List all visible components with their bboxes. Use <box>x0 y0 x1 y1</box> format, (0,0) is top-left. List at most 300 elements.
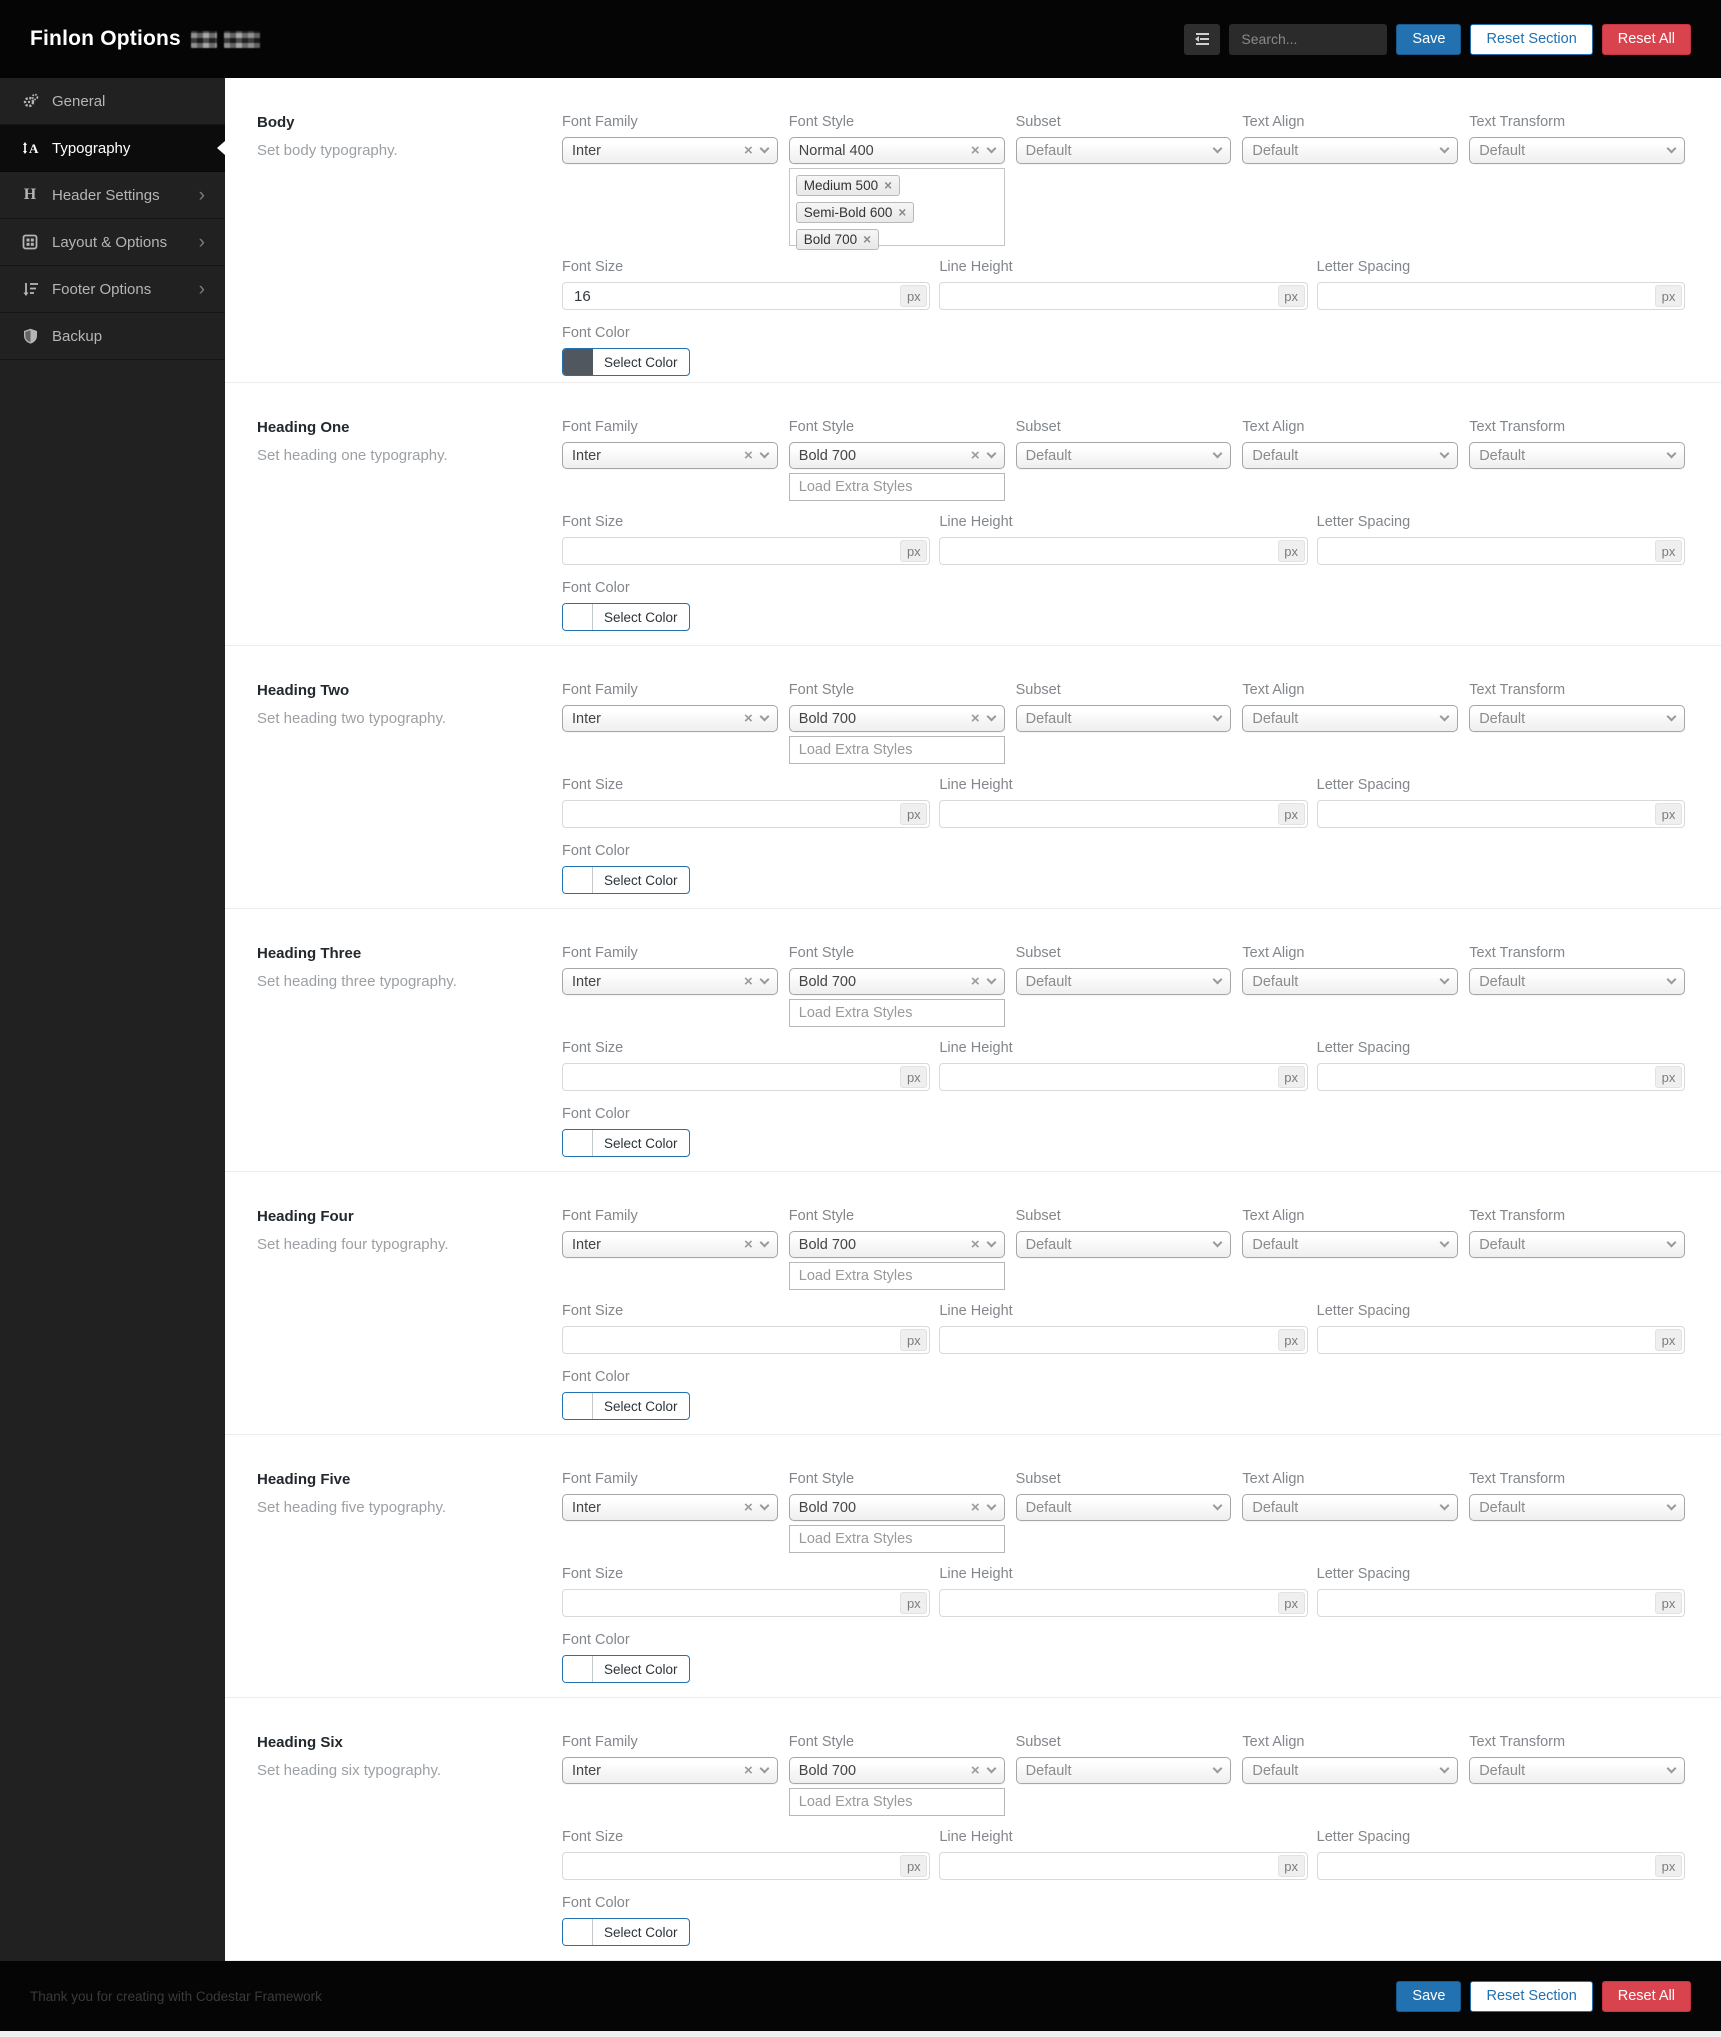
clear-selection-icon[interactable]: × <box>970 973 980 990</box>
color-picker-button[interactable] <box>562 348 690 376</box>
color-swatch[interactable] <box>563 1130 593 1156</box>
line-height-input[interactable] <box>939 537 1307 565</box>
collapse-panel-button[interactable] <box>1184 24 1220 55</box>
sidebar-item-layout-options[interactable] <box>0 219 225 266</box>
font-family-select[interactable] <box>562 1757 778 1784</box>
text-align-label: Text Align <box>1242 114 1305 130</box>
chevron-down-icon <box>1667 1238 1677 1248</box>
clear-selection-icon[interactable]: × <box>970 142 980 159</box>
text-transform-select-value: Default <box>1479 1762 1526 1779</box>
typography-section <box>225 1698 1721 1961</box>
font-family-field <box>562 945 778 995</box>
px-unit-label: px <box>900 1855 927 1877</box>
text-transform-select[interactable] <box>1469 1757 1685 1784</box>
letter-spacing-label: Letter Spacing <box>1316 514 1411 530</box>
select-color-label: Select Color <box>604 1135 678 1151</box>
font-style-select-value: Bold 700 <box>798 1499 857 1516</box>
font-family-select-value: Inter <box>572 142 602 159</box>
text-align-label: Text Align <box>1242 682 1305 698</box>
chevron-down-icon <box>759 712 769 722</box>
text-align-label: Text Align <box>1242 945 1305 961</box>
section-fields <box>562 1471 1685 1697</box>
font-color-field <box>562 1632 1685 1687</box>
chevron-down-icon <box>1440 712 1450 722</box>
page-title: Finlon Options <box>30 27 181 50</box>
text-transform-select[interactable] <box>1469 705 1685 732</box>
text-transform-field <box>1469 682 1685 732</box>
text-transform-select[interactable] <box>1469 1494 1685 1521</box>
sidebar-item-label: Layout & Options <box>52 233 168 251</box>
section-fields <box>562 945 1685 1171</box>
select-color-label: Select Color <box>604 609 678 625</box>
letter-spacing-label: Letter Spacing <box>1316 259 1411 275</box>
sidebar-item-general[interactable] <box>0 78 225 125</box>
text-align-select[interactable] <box>1242 442 1458 469</box>
section-title: Heading Three <box>257 945 362 962</box>
text-transform-label: Text Transform <box>1469 114 1566 130</box>
reset-section-button-footer[interactable]: Reset Section <box>1470 1981 1592 2012</box>
subset-select[interactable] <box>1016 442 1232 469</box>
chevron-down-icon <box>759 1238 769 1248</box>
remove-style-icon[interactable]: × <box>863 232 871 247</box>
chevron-down-icon <box>1667 144 1677 154</box>
clear-selection-icon[interactable]: × <box>744 1499 753 1516</box>
chevron-down-icon <box>986 1238 996 1248</box>
typography-section <box>225 1435 1721 1698</box>
font-family-select[interactable] <box>562 968 778 995</box>
font-style-select[interactable] <box>789 705 1005 732</box>
font-size-input[interactable] <box>562 282 930 310</box>
font-family-label: Font Family <box>562 1734 638 1750</box>
color-picker-button[interactable] <box>562 1655 690 1683</box>
font-family-field <box>562 1734 778 1784</box>
line-height-label: Line Height <box>939 1303 1013 1319</box>
text-transform-label: Text Transform <box>1469 1208 1566 1224</box>
px-unit-label: px <box>1655 540 1682 562</box>
font-size-label: Font Size <box>562 1303 624 1319</box>
header-h-icon: H <box>23 186 37 203</box>
line-height-input[interactable] <box>939 1326 1307 1354</box>
typography-section <box>225 1172 1721 1435</box>
section-heading <box>257 1471 562 1697</box>
typography-icon <box>20 140 40 156</box>
font-style-select[interactable] <box>789 968 1005 995</box>
section-fields <box>562 419 1685 645</box>
px-unit-label: px <box>1655 1329 1682 1351</box>
gears-icon <box>20 93 40 110</box>
sidebar-item-label: General <box>52 92 106 110</box>
subset-select-value: Default <box>1025 1499 1072 1516</box>
font-color-label: Font Color <box>562 1632 630 1648</box>
subset-field <box>1016 114 1232 164</box>
sidebar-item-header-settings[interactable] <box>0 172 225 219</box>
font-family-field <box>562 114 778 164</box>
chevron-right-icon: › <box>198 278 205 300</box>
letter-spacing-label: Letter Spacing <box>1316 1566 1411 1582</box>
subset-select[interactable] <box>1016 1231 1232 1258</box>
font-style-field <box>789 114 1005 164</box>
font-style-select-value: Normal 400 <box>798 142 874 159</box>
font-color-label: Font Color <box>562 843 630 859</box>
color-picker-button[interactable] <box>562 1129 690 1157</box>
font-size-input[interactable] <box>562 800 930 828</box>
color-picker-button[interactable] <box>562 603 690 631</box>
reset-all-button-footer[interactable]: Reset All <box>1602 1981 1691 2012</box>
clear-selection-icon[interactable]: × <box>744 1762 753 1779</box>
font-style-select[interactable] <box>789 1494 1005 1521</box>
subset-select[interactable] <box>1016 1494 1232 1521</box>
font-style-field <box>789 945 1005 995</box>
chevron-down-icon <box>1667 1501 1677 1511</box>
load-extra-styles-box[interactable]: Load Extra Styles <box>789 736 1005 764</box>
font-size-field <box>562 1303 930 1354</box>
px-unit-label: px <box>1655 803 1682 825</box>
color-picker-button[interactable] <box>562 1918 690 1946</box>
chevron-down-icon <box>759 1501 769 1511</box>
subset-field <box>1016 945 1232 995</box>
font-family-field <box>562 419 778 469</box>
footer-actions <box>1396 1981 1691 2012</box>
text-align-select-value: Default <box>1252 710 1299 727</box>
letter-spacing-field <box>1317 1040 1685 1091</box>
font-size-input[interactable] <box>562 1063 930 1091</box>
sidebar-item-label: Backup <box>52 327 103 345</box>
font-size-field <box>562 1829 930 1880</box>
text-transform-label: Text Transform <box>1469 419 1566 435</box>
save-button-footer[interactable]: Save <box>1396 1981 1461 2012</box>
font-color-label: Font Color <box>562 1895 630 1911</box>
font-style-label: Font Style <box>788 114 855 130</box>
text-transform-select-value: Default <box>1479 142 1526 159</box>
px-unit-label: px <box>1278 1066 1305 1088</box>
font-style-select[interactable] <box>789 137 1005 164</box>
chevron-down-icon <box>986 144 996 154</box>
font-size-input[interactable] <box>562 1589 930 1617</box>
font-family-select[interactable] <box>562 442 778 469</box>
font-size-label: Font Size <box>562 1829 624 1845</box>
clear-selection-icon[interactable]: × <box>744 447 753 464</box>
section-description: Set body typography. <box>257 142 398 159</box>
letter-spacing-label: Letter Spacing <box>1316 1303 1411 1319</box>
color-picker-button[interactable] <box>562 866 690 894</box>
letter-spacing-field <box>1317 259 1685 310</box>
text-transform-select-value: Default <box>1479 710 1526 727</box>
section-description: Set heading five typography. <box>257 1499 447 1516</box>
color-swatch[interactable] <box>563 604 593 630</box>
chevron-down-icon <box>1213 144 1223 154</box>
subset-select[interactable] <box>1016 1757 1232 1784</box>
text-align-field <box>1242 1471 1458 1521</box>
chevron-down-icon <box>986 975 996 985</box>
font-style-select[interactable] <box>789 1757 1005 1784</box>
font-style-label: Font Style <box>788 1208 855 1224</box>
letter-spacing-input[interactable] <box>1317 800 1685 828</box>
font-style-select[interactable] <box>789 1231 1005 1258</box>
topbar-actions <box>1184 24 1691 55</box>
load-extra-styles-box[interactable]: Load Extra Styles <box>789 1262 1005 1290</box>
font-color-label: Font Color <box>562 580 630 596</box>
letter-spacing-input[interactable] <box>1317 537 1685 565</box>
letter-spacing-input[interactable] <box>1317 282 1685 310</box>
text-align-field <box>1242 682 1458 732</box>
clear-selection-icon[interactable]: × <box>970 710 980 727</box>
topbar <box>0 0 1721 78</box>
section-fields <box>562 114 1685 382</box>
select-color-label: Select Color <box>604 354 678 370</box>
text-align-select-value: Default <box>1252 1236 1299 1253</box>
clear-selection-icon[interactable]: × <box>744 1236 753 1253</box>
font-family-select-value: Inter <box>572 710 602 727</box>
text-align-select-value: Default <box>1252 973 1299 990</box>
section-heading <box>257 1208 562 1434</box>
text-align-field <box>1242 114 1458 164</box>
subset-label: Subset <box>1015 114 1061 130</box>
clear-selection-icon[interactable]: × <box>970 1236 980 1253</box>
line-height-input[interactable] <box>939 1589 1307 1617</box>
text-transform-label: Text Transform <box>1469 1734 1566 1750</box>
line-height-input[interactable] <box>939 1063 1307 1091</box>
search-input[interactable] <box>1229 24 1387 55</box>
clear-selection-icon[interactable]: × <box>970 447 980 464</box>
sidebar-item-typography[interactable] <box>0 125 225 172</box>
font-size-input[interactable] <box>562 1326 930 1354</box>
chevron-down-icon <box>1440 975 1450 985</box>
px-unit-label: px <box>1278 285 1305 307</box>
subset-label: Subset <box>1015 1471 1061 1487</box>
line-height-input[interactable] <box>939 1852 1307 1880</box>
section-title: Body <box>257 114 295 131</box>
sidebar-item-footer-options[interactable] <box>0 266 225 313</box>
text-transform-select[interactable] <box>1469 968 1685 995</box>
reset-all-button[interactable]: Reset All <box>1602 24 1691 55</box>
load-extra-styles-box[interactable]: Load Extra Styles <box>789 1525 1005 1553</box>
px-unit-label: px <box>900 1066 927 1088</box>
select-color-label: Select Color <box>604 1661 678 1677</box>
text-transform-field <box>1469 945 1685 995</box>
font-color-field <box>562 1895 1685 1950</box>
font-family-field <box>562 1208 778 1258</box>
color-picker-button[interactable] <box>562 1392 690 1420</box>
px-unit-label: px <box>900 1329 927 1351</box>
section-description: Set heading four typography. <box>257 1236 449 1253</box>
text-transform-select[interactable] <box>1469 1231 1685 1258</box>
font-family-select[interactable] <box>562 1494 778 1521</box>
text-align-select-value: Default <box>1252 1499 1299 1516</box>
chevron-down-icon <box>986 449 996 459</box>
subset-label: Subset <box>1015 1734 1061 1750</box>
text-align-field <box>1242 945 1458 995</box>
font-style-field <box>789 1471 1005 1521</box>
chevron-right-icon: › <box>198 184 205 206</box>
font-family-label: Font Family <box>562 1471 638 1487</box>
text-align-select[interactable] <box>1242 1757 1458 1784</box>
section-description: Set heading six typography. <box>257 1762 442 1779</box>
font-color-label: Font Color <box>562 1369 630 1385</box>
section-heading <box>257 419 562 645</box>
font-style-select-value: Bold 700 <box>798 1762 857 1779</box>
px-unit-label: px <box>1655 285 1682 307</box>
color-swatch[interactable] <box>563 349 593 375</box>
typography-panel <box>225 78 1721 1961</box>
chevron-down-icon <box>1440 449 1450 459</box>
layout-grid-icon <box>20 234 40 250</box>
sidebar-item-backup[interactable] <box>0 313 225 360</box>
clear-selection-icon[interactable]: × <box>970 1499 980 1516</box>
subset-field <box>1016 419 1232 469</box>
font-style-select-value: Bold 700 <box>798 973 857 990</box>
line-height-label: Line Height <box>939 514 1013 530</box>
clear-selection-icon[interactable]: × <box>744 973 753 990</box>
px-unit-label: px <box>1278 1855 1305 1877</box>
text-align-field <box>1242 1734 1458 1784</box>
subset-select[interactable] <box>1016 968 1232 995</box>
clear-selection-icon[interactable]: × <box>970 1762 980 1779</box>
px-unit-label: px <box>900 540 927 562</box>
letter-spacing-input[interactable] <box>1317 1589 1685 1617</box>
typography-section <box>225 78 1721 383</box>
save-button[interactable]: Save <box>1396 24 1461 55</box>
load-extra-styles-box[interactable]: Load Extra Styles <box>789 473 1005 501</box>
font-style-label: Font Style <box>788 1471 855 1487</box>
section-fields <box>562 1734 1685 1960</box>
font-size-field <box>562 1040 930 1091</box>
letter-spacing-input[interactable] <box>1317 1852 1685 1880</box>
text-align-select[interactable] <box>1242 1494 1458 1521</box>
typography-section <box>225 646 1721 909</box>
font-style-field <box>789 682 1005 732</box>
remove-style-icon[interactable]: × <box>884 178 892 193</box>
font-size-label: Font Size <box>562 1566 624 1582</box>
text-align-select[interactable] <box>1242 705 1458 732</box>
text-transform-select-value: Default <box>1479 447 1526 464</box>
line-height-label: Line Height <box>939 777 1013 793</box>
text-align-label: Text Align <box>1242 419 1305 435</box>
clear-selection-icon[interactable]: × <box>744 142 753 159</box>
extra-style-chip[interactable] <box>796 202 914 223</box>
text-align-select[interactable] <box>1242 137 1458 164</box>
chevron-down-icon <box>986 1764 996 1774</box>
text-align-select-value: Default <box>1252 142 1299 159</box>
font-family-label: Font Family <box>562 682 638 698</box>
subset-select[interactable] <box>1016 137 1232 164</box>
line-height-field <box>939 1303 1307 1354</box>
line-height-label: Line Height <box>939 259 1013 275</box>
letter-spacing-field <box>1317 1829 1685 1880</box>
font-style-field <box>789 1734 1005 1784</box>
letter-spacing-input[interactable] <box>1317 1326 1685 1354</box>
font-size-label: Font Size <box>562 777 624 793</box>
text-align-select-value: Default <box>1252 447 1299 464</box>
font-style-label: Font Style <box>788 945 855 961</box>
subset-field <box>1016 682 1232 732</box>
line-height-field <box>939 514 1307 565</box>
line-height-label: Line Height <box>939 1829 1013 1845</box>
line-height-field <box>939 1829 1307 1880</box>
chevron-down-icon <box>1440 1764 1450 1774</box>
text-transform-label: Text Transform <box>1469 945 1566 961</box>
font-style-label: Font Style <box>788 682 855 698</box>
font-family-select[interactable] <box>562 705 778 732</box>
chevron-down-icon <box>1213 1238 1223 1248</box>
chevron-down-icon <box>1667 712 1677 722</box>
chevron-down-icon <box>759 144 769 154</box>
sidebar-item-label: Header Settings <box>52 186 160 204</box>
font-family-select[interactable] <box>562 1231 778 1258</box>
footer <box>0 1961 1721 2031</box>
sidebar <box>0 78 225 1961</box>
chevron-down-icon <box>1213 449 1223 459</box>
color-swatch[interactable] <box>563 1919 593 1945</box>
px-unit-label: px <box>1278 1592 1305 1614</box>
extra-style-chip-label: Bold 700 <box>803 232 858 247</box>
load-extra-styles-box[interactable]: Load Extra Styles <box>789 1788 1005 1816</box>
chevron-down-icon <box>986 1501 996 1511</box>
text-transform-field <box>1469 1734 1685 1784</box>
line-height-input[interactable] <box>939 282 1307 310</box>
line-height-label: Line Height <box>939 1040 1013 1056</box>
chevron-down-icon <box>1667 1764 1677 1774</box>
chevron-down-icon <box>759 975 769 985</box>
letter-spacing-input[interactable] <box>1317 1063 1685 1091</box>
shield-icon <box>20 328 40 344</box>
color-swatch[interactable] <box>563 867 593 893</box>
subset-select-value: Default <box>1025 1762 1072 1779</box>
subset-field <box>1016 1734 1232 1784</box>
text-align-select[interactable] <box>1242 968 1458 995</box>
px-unit-label: px <box>1278 1329 1305 1351</box>
subset-field <box>1016 1471 1232 1521</box>
color-swatch[interactable] <box>563 1393 593 1419</box>
line-height-input[interactable] <box>939 800 1307 828</box>
clear-selection-icon[interactable]: × <box>744 710 753 727</box>
text-transform-select[interactable] <box>1469 137 1685 164</box>
font-family-select[interactable] <box>562 137 778 164</box>
font-size-input[interactable] <box>562 1852 930 1880</box>
reset-section-button[interactable]: Reset Section <box>1470 24 1592 55</box>
load-extra-styles-box[interactable]: Load Extra Styles <box>789 999 1005 1027</box>
remove-style-icon[interactable]: × <box>898 205 907 220</box>
font-family-label: Font Family <box>562 1208 638 1224</box>
chevron-down-icon <box>1213 975 1223 985</box>
font-size-label: Font Size <box>562 259 624 275</box>
extra-style-chip[interactable] <box>796 175 900 196</box>
text-transform-select[interactable] <box>1469 442 1685 469</box>
font-style-select-value: Bold 700 <box>798 447 857 464</box>
subset-label: Subset <box>1015 682 1061 698</box>
select-color-label: Select Color <box>604 1398 678 1414</box>
line-height-field <box>939 777 1307 828</box>
subset-select[interactable] <box>1016 705 1232 732</box>
text-align-label: Text Align <box>1242 1734 1305 1750</box>
section-title: Heading Five <box>257 1471 351 1488</box>
px-unit-label: px <box>900 285 927 307</box>
section-description: Set heading two typography. <box>257 710 447 727</box>
font-family-select-value: Inter <box>572 1762 602 1779</box>
extra-style-chip-label: Medium 500 <box>803 178 879 193</box>
text-transform-label: Text Transform <box>1469 682 1566 698</box>
font-style-select-value: Bold 700 <box>798 1236 857 1253</box>
page-bottom-strip <box>0 2031 1721 2037</box>
font-size-input[interactable] <box>562 537 930 565</box>
font-family-select-value: Inter <box>572 447 602 464</box>
color-swatch[interactable] <box>563 1656 593 1682</box>
font-style-select[interactable] <box>789 442 1005 469</box>
extra-style-chip[interactable] <box>796 229 879 250</box>
letter-spacing-label: Letter Spacing <box>1316 1829 1411 1845</box>
px-unit-label: px <box>1278 540 1305 562</box>
text-align-select[interactable] <box>1242 1231 1458 1258</box>
sort-lines-icon <box>20 281 40 297</box>
